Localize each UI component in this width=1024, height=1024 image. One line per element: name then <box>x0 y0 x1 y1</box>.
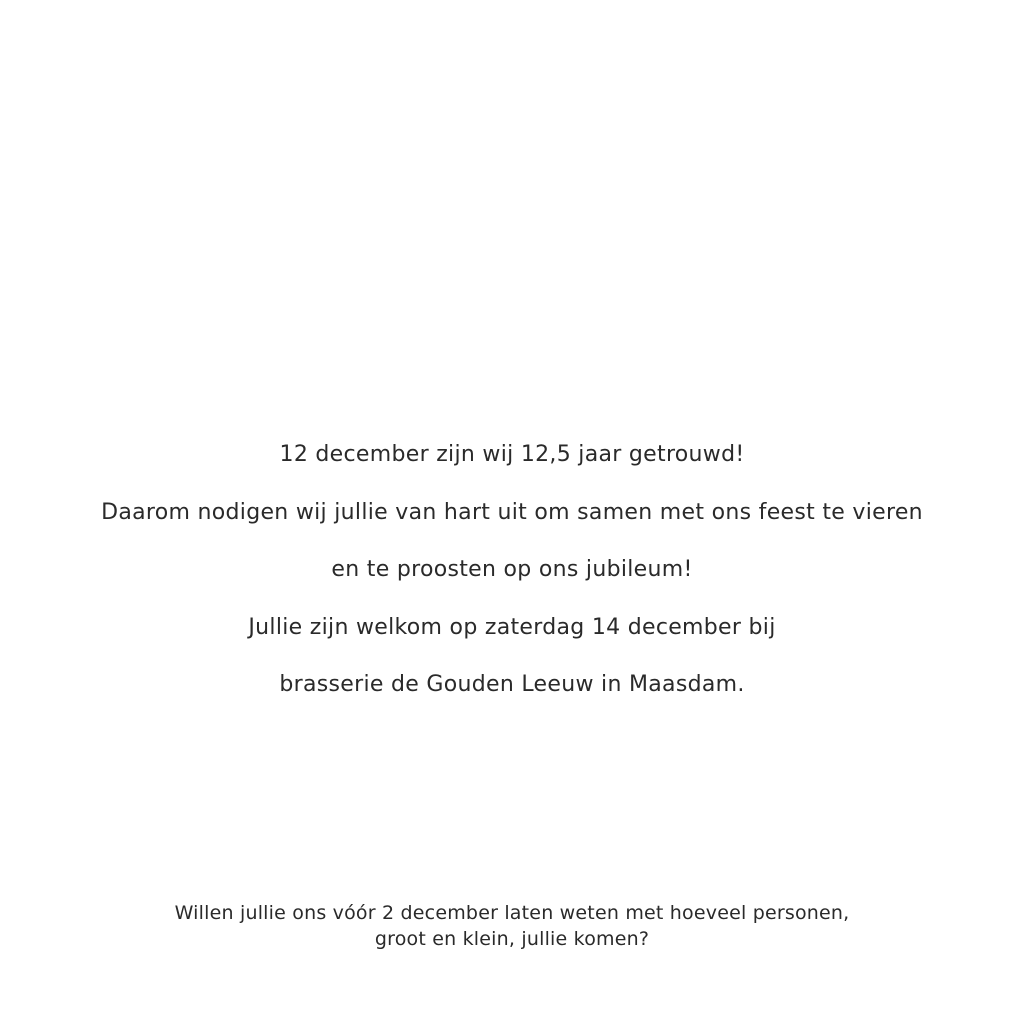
invitation-text <box>0 436 1024 724</box>
toast-line: en te proosten op ons jubileum! <box>331 557 693 582</box>
rsvp-text <box>0 900 1024 952</box>
invitation-line: Daarom nodigen wij jullie van hart uit om samen met ons feest te vieren <box>101 499 923 525</box>
rsvp-line-1: Willen jullie ons vóór 2 december laten weten met hoeveel personen, <box>174 902 850 924</box>
date-line: Jullie zijn welkom op zaterdag 14 december bij <box>248 614 776 640</box>
rsvp-line-2: groot en klein, jullie komen? <box>374 928 650 950</box>
venue-line: brasserie de Gouden Leeuw in Maasdam. <box>279 672 745 697</box>
announcement-line: 12 december zijn wij 12,5 jaar getrouwd! <box>279 442 745 467</box>
